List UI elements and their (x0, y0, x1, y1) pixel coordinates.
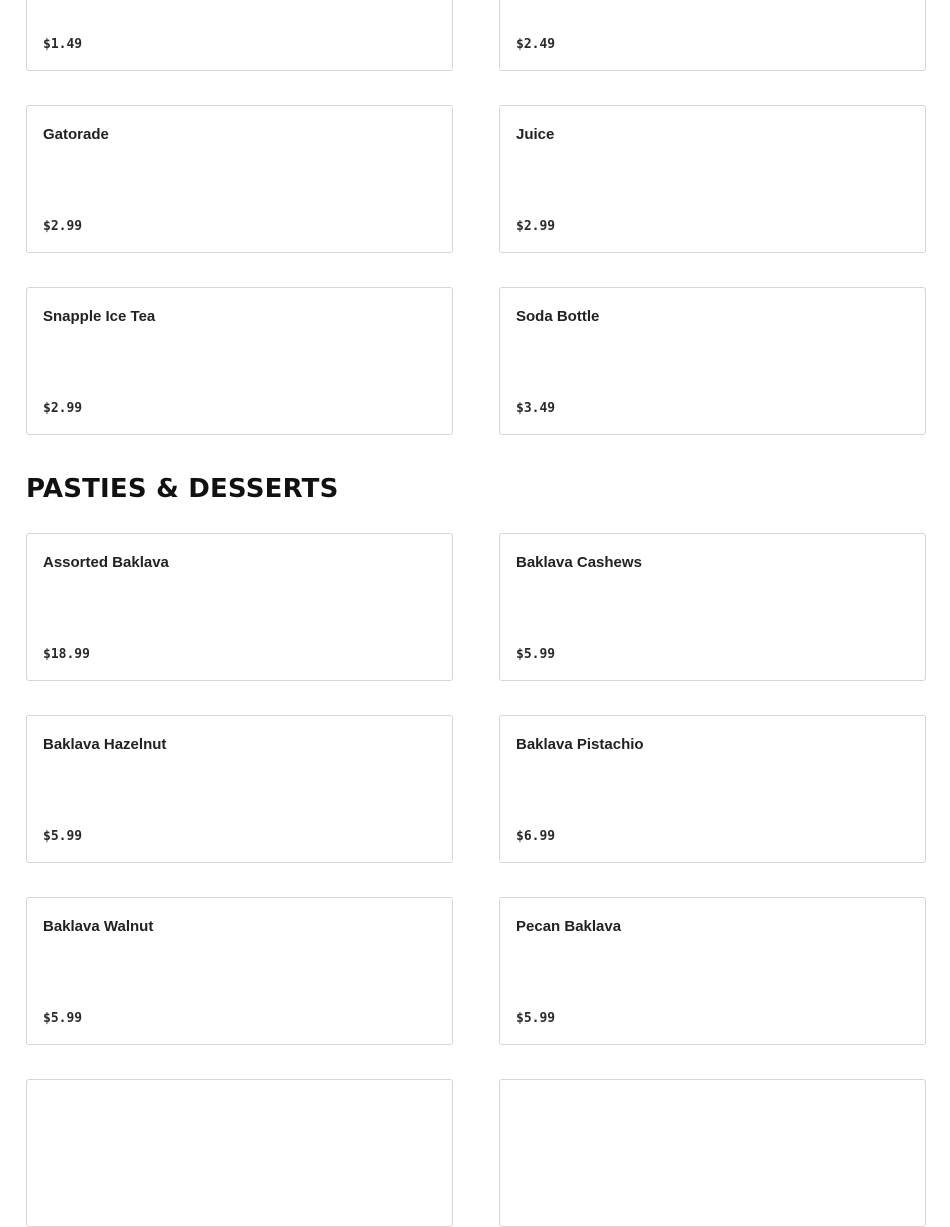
menu-item-card[interactable] (499, 533, 926, 681)
menu-item-card[interactable] (26, 1079, 453, 1227)
menu-item-name: Assorted Baklava (43, 554, 169, 571)
menu-item-card[interactable] (499, 0, 926, 71)
menu-item-name: Baklava Walnut (43, 918, 154, 935)
menu-item-name: Juice (516, 126, 555, 143)
menu-item-price: $6.99 (516, 829, 556, 844)
menu-item-price: $5.99 (516, 647, 556, 662)
menu-item-price: $2.99 (516, 219, 556, 234)
section-heading: PASTIES & DESSERTS (26, 474, 339, 504)
menu-item-price: $3.49 (516, 401, 556, 416)
menu-item-card[interactable] (26, 897, 453, 1045)
menu-item-name: Baklava Hazelnut (43, 736, 167, 753)
menu-item-price: $1.49 (43, 37, 83, 52)
menu-item-name: Baklava Pistachio (516, 736, 644, 753)
menu-item-card[interactable] (499, 897, 926, 1045)
menu-item-card[interactable] (26, 105, 453, 253)
menu-item-name: Gatorade (43, 126, 109, 143)
menu-item-card[interactable] (26, 715, 453, 863)
menu-item-price: $5.99 (516, 1011, 556, 1026)
menu-item-price: $18.99 (43, 647, 90, 662)
menu-item-card[interactable] (26, 533, 453, 681)
menu-item-name: Snapple Ice Tea (43, 308, 156, 325)
menu-item-name: Soda Bottle (516, 308, 600, 325)
menu-item-card[interactable] (499, 1079, 926, 1227)
menu-item-price: $5.99 (43, 829, 83, 844)
menu-item-card[interactable] (499, 105, 926, 253)
menu-item-card[interactable] (26, 0, 453, 71)
menu-item-name: Pecan Baklava (516, 918, 622, 935)
menu-item-price: $5.99 (43, 1011, 83, 1026)
menu-item-card[interactable] (499, 715, 926, 863)
menu-item-price: $2.99 (43, 401, 83, 416)
menu-item-card[interactable] (26, 287, 453, 435)
menu-item-price: $2.49 (516, 37, 556, 52)
menu-item-card[interactable] (499, 287, 926, 435)
menu-item-price: $2.99 (43, 219, 83, 234)
menu-item-name: Baklava Cashews (516, 554, 642, 571)
